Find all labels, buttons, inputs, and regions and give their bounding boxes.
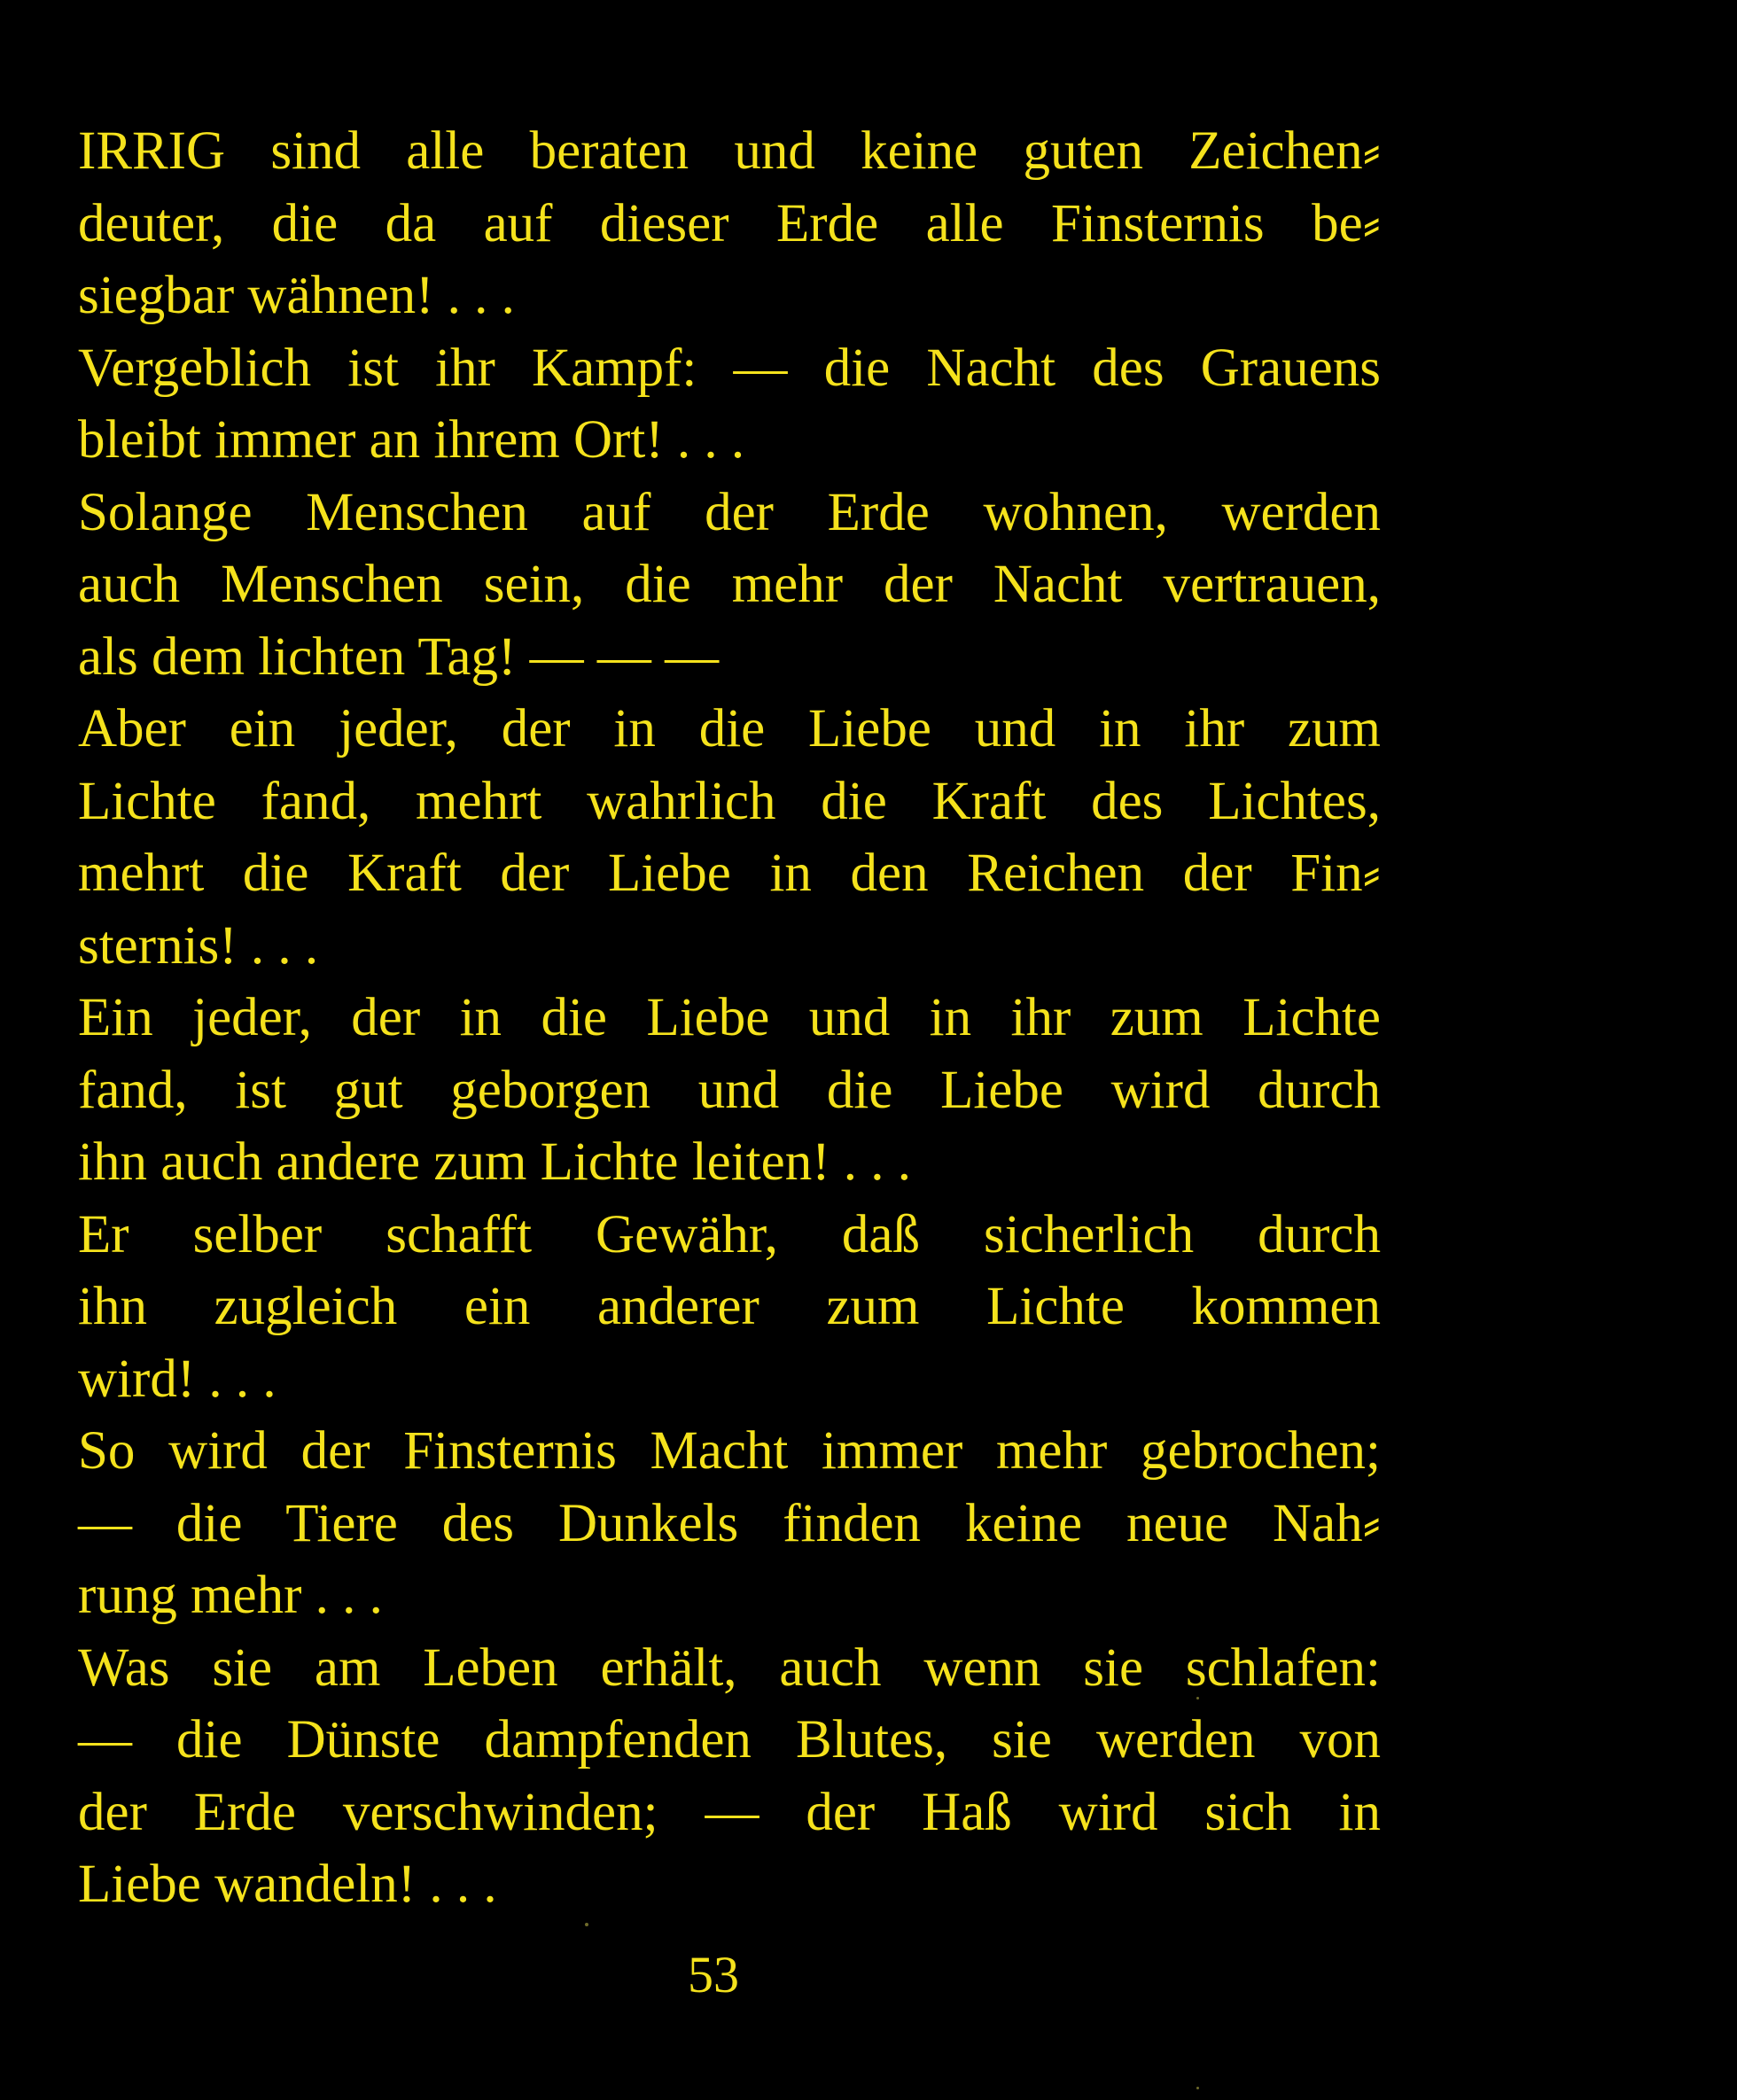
text-line-19: So wird der Finsternis Macht immer mehr gebrochen; [78,1421,1381,1481]
page-number: 53 [688,1946,739,2003]
text-line-17: ihn zugleich ein anderer zum Lichte kommen [78,1277,1381,1336]
text-line-6: Solange Menschen auf der Erde wohnen, werden [78,482,1381,542]
text-line-23: — die Dünste dampfenden Blutes, sie werden von [78,1710,1381,1769]
text-line-16: Er selber schafft Gewähr, daß sicherlich durch [78,1204,1381,1264]
text-line-8: als dem lichten Tag! — — — [78,626,720,687]
print-speck [1196,1697,1199,1699]
text-line-25: Liebe wandeln! . . . [78,1855,497,1914]
text-line-11: mehrt die Kraft der Liebe in den Reichen der Fin⸗ [78,844,1381,903]
text-line-20: — die Tiere des Dunkels finden keine neue Nah⸗ [78,1493,1381,1553]
text-line-14: fand, ist gut geborgen und die Liebe wird durch [78,1060,1381,1120]
text-line-10: Lichte fand, mehrt wahrlich die Kraft des Lichtes, [78,771,1381,831]
text-line-7: auch Menschen sein, die mehr der Nacht vertrauen, [78,555,1381,614]
text-line-2: deuter, die da auf dieser Erde alle Finsternis be⸗ [78,193,1381,253]
text-line-18: wird! . . . [78,1349,277,1409]
text-line-22: Was sie am Leben erhält, auch wenn sie schlafen: [78,1637,1381,1698]
text-line-21: rung mehr . . . [78,1566,383,1625]
print-speck [585,1923,588,1926]
text-line-4: Vergeblich ist ihr Kampf: — die Nacht des Grauens [78,338,1381,398]
text-line-5: bleibt immer an ihrem Ort! . . . [78,410,745,470]
body-text [78,115,1381,1921]
text-line-12: sternis! . . . [78,915,319,976]
text-line-9: Aber ein jeder, der in die Liebe und in ihr zum [78,699,1381,758]
text-line-15: ihn auch andere zum Lichte leiten! . . . [78,1132,912,1192]
text-line-24: der Erde verschwinden; — der Haß wird sich in [78,1782,1381,1842]
text-line-13: Ein jeder, der in die Liebe und in ihr zum Lichte [78,988,1381,1047]
text-line-1: IRRIG sind alle beraten und keine guten Zeichen⸗ [78,121,1381,181]
print-speck [1196,2087,1199,2089]
text-line-3: siegbar wähnen! . . . [78,266,515,325]
